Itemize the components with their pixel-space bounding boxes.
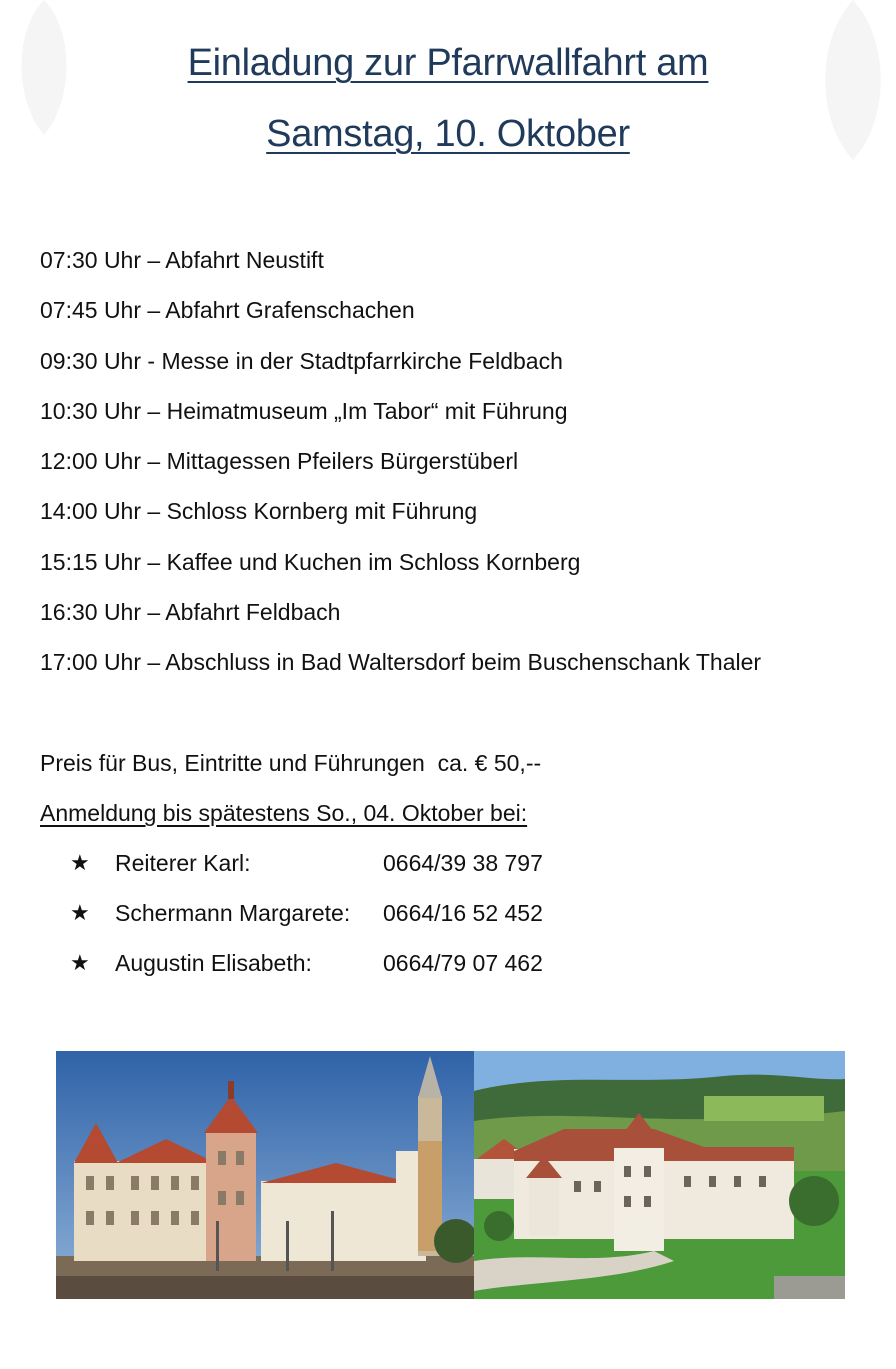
contact-phone: 0664/39 38 797 bbox=[383, 850, 543, 876]
title-line-2: Samstag, 10. Oktober bbox=[266, 113, 630, 155]
schedule-item: 07:45 Uhr – Abfahrt Grafenschachen bbox=[40, 297, 415, 324]
schedule-list bbox=[40, 244, 761, 697]
contact-item bbox=[0, 900, 700, 940]
schedule-item: 10:30 Uhr – Heimatmuseum „Im Tabor“ mit Führung bbox=[40, 397, 568, 424]
schedule-item: 07:30 Uhr – Abfahrt Neustift bbox=[40, 247, 324, 273]
schedule-item: 15:15 Uhr – Kaffee und Kuchen im Schloss Kornberg bbox=[40, 548, 581, 575]
title-line-1: Einladung zur Pfarrwallfahrt am bbox=[187, 42, 709, 84]
star-icon: ★ bbox=[70, 900, 90, 925]
contact-item bbox=[0, 950, 700, 990]
star-icon: ★ bbox=[70, 950, 90, 975]
contact-item bbox=[0, 850, 700, 890]
contact-name: Schermann Margarete: bbox=[115, 900, 351, 926]
schedule-item: 09:30 Uhr - Messe in der Stadtpfarrkirche Feldbach bbox=[40, 347, 563, 374]
schedule-item: 12:00 Uhr – Mittagessen Pfeilers Bürgerstüberl bbox=[40, 448, 519, 475]
page-title bbox=[0, 42, 896, 85]
photo-strip bbox=[56, 1051, 845, 1299]
schedule-item: 17:00 Uhr – Abschluss in Bad Waltersdorf beim Buschenschank Thaler bbox=[40, 649, 762, 676]
star-icon: ★ bbox=[70, 850, 90, 875]
feldbach-church-photo bbox=[56, 1051, 474, 1299]
schedule-item: 14:00 Uhr – Schloss Kornberg mit Führung bbox=[40, 498, 478, 525]
signup-deadline: Anmeldung bis spätestens So., 04. Oktober bei: bbox=[40, 800, 528, 826]
schedule-item: 16:30 Uhr – Abfahrt Feldbach bbox=[40, 599, 341, 626]
contact-name: Augustin Elisabeth: bbox=[115, 950, 312, 976]
contact-phone: 0664/79 07 462 bbox=[383, 950, 543, 976]
page-subtitle bbox=[0, 113, 896, 156]
schloss-kornberg-photo bbox=[474, 1051, 845, 1299]
contact-name: Reiterer Karl: bbox=[115, 850, 251, 876]
contact-phone: 0664/16 52 452 bbox=[383, 900, 543, 926]
price-info: Preis für Bus, Eintritte und Führungen ca. € 50,-- bbox=[40, 750, 542, 776]
